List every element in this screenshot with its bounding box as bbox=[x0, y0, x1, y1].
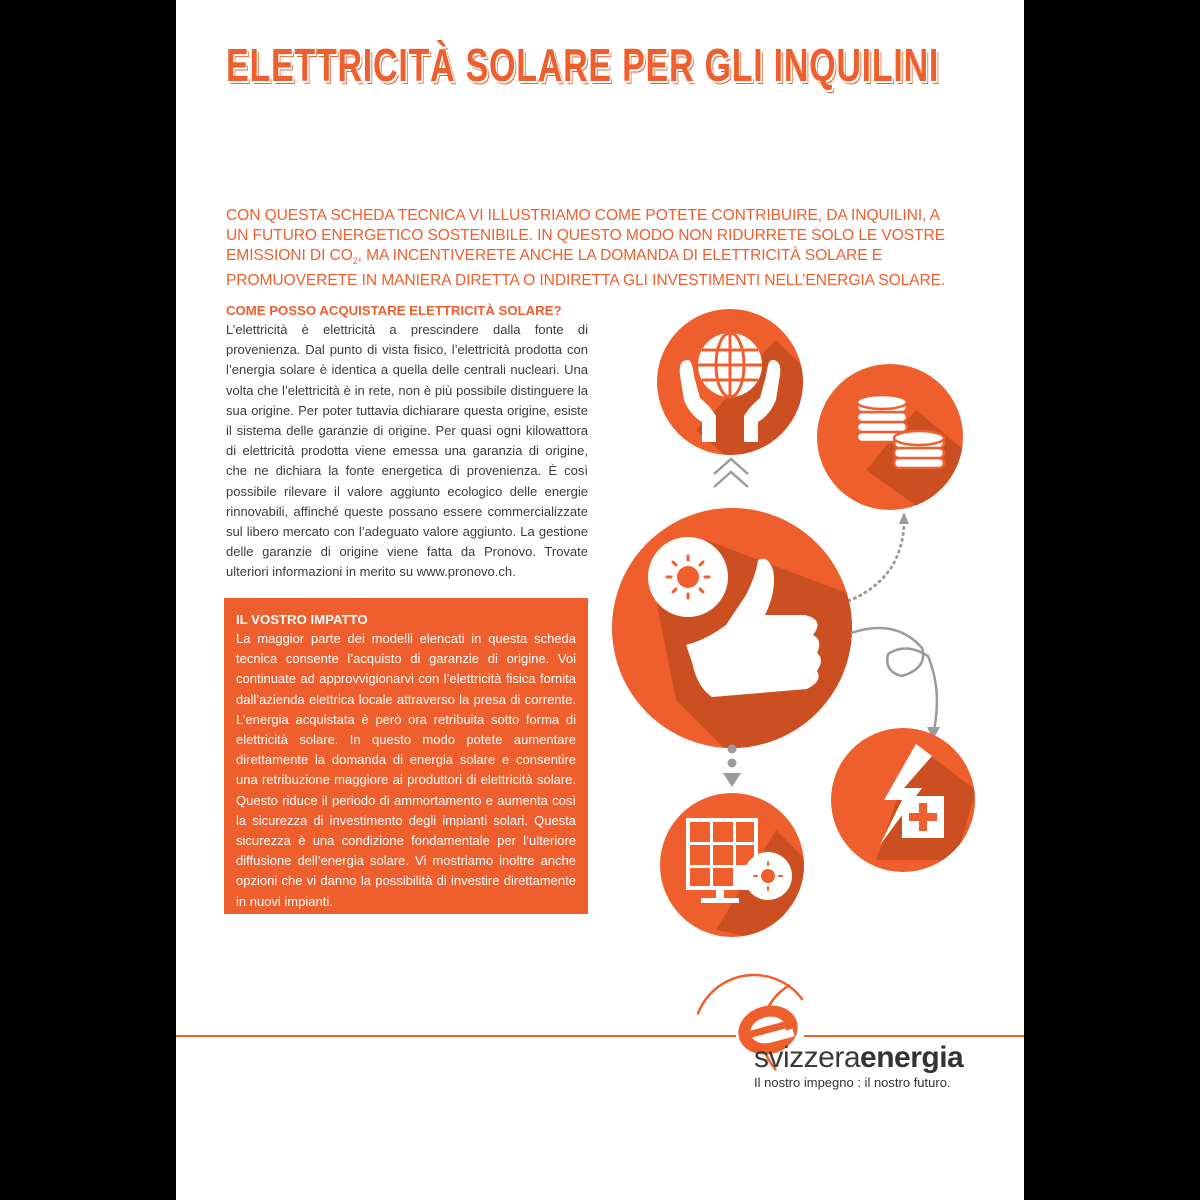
brand-name bbox=[754, 1041, 963, 1075]
looped-arrow-to-lightning bbox=[851, 628, 937, 730]
document-page bbox=[176, 0, 1024, 1200]
intro-text-part1: CON QUESTA SCHEDA TECNICA VI ILLUSTRIAMO COME POTETE CONTRIBUIRE, DA INQUILINI, A UN FUTURO ENERGETICO SOSTENIBILE. IN QUESTO MODO NON RIDURRETE SOLO LE VOSTRE EMISSIONI DI CO bbox=[226, 207, 945, 264]
solar-panel-icon bbox=[660, 793, 816, 940]
brand-light: svizzera bbox=[754, 1041, 861, 1074]
brand-tagline: Il nostro impegno : il nostro futuro. bbox=[754, 1075, 951, 1090]
solar-impact-diagram bbox=[176, 0, 1024, 1200]
impact-heading: IL VOSTRO IMPATTO bbox=[236, 612, 368, 627]
thumbs-up-sun-icon bbox=[612, 508, 866, 760]
coins-icon bbox=[817, 364, 976, 520]
dotted-arrow-to-solar-panel bbox=[723, 745, 741, 788]
brand-bold: energia bbox=[860, 1041, 964, 1074]
arrowhead-up-icon bbox=[899, 512, 909, 524]
impact-body: La maggior parte dei modelli elencati in questa scheda tecnica consente l’acquisto di garanzie di origine. Voi continuate ad approvvigionarvi con l’elettricità fisica fornita dall’azienda elettrica locale attraverso la presa di corrente. L’energia acquistata è però ora retribuita sotto forma di elettricità solare. In questo modo potete aumentare direttamente la domanda di energia solare e consentire una retribuzione maggiore ai produttori di elettricità solare. Questo riduce il periodo di ammortamento e aumenta così la sicurezza di investimento degli impianti solari. Questa sicurezza è una condizione fondamentale per l’ulteriore diffusione dell’energia solare. Vi mostriamo inoltre anche opzioni che vi danno la possibilità di investire direttamente in nuovi impianti. bbox=[236, 631, 576, 909]
page-title: ELETTRICITÀ SOLARE PER GLI INQUILINI bbox=[226, 39, 940, 91]
footer-divider-right bbox=[804, 1035, 1024, 1037]
purchase-body: L’elettricità è elettricità a prescindere dalla fonte di provenienza. Dal punto di vista fisico, l’elettricità prodotta con l’energia solare è identica a quella delle centrali nucleari. Una volta che l’elettricità è in rete, non è più possibile distinguere la sua origine. Per poter tuttavia dichiarare questa origine, esiste il sistema delle garanzie di origine. Per quasi ogni kilowattora di elettricità prodotta viene emessa una garanzia di origine, che ne dichiara la fonte energetica di provenienza. È così possibile rilevare il valore aggiunto ecologico delle energie rinnovabili, affinché queste possano essere commercializzate sul libero mercato con l’adeguato valore aggiunto. La gestione delle garanzie di origine viene fatta da Pronovo. Trovate ulteriori informazioni in merito su www.pronovo.ch. bbox=[226, 322, 588, 580]
intro-text-part2: , MA INCENTIVERETE ANCHE LA DOMANDA DI ELETTRICITÀ SOLARE E PROMUOVERETE IN MANIERA DIRETTA O INDIRETTA GLI INVESTIMENTI NELL’ENERGIA SOLARE. bbox=[226, 247, 946, 290]
footer-divider bbox=[176, 1035, 736, 1037]
purchase-heading: COME POSSO ACQUISTARE ELETTRICITÀ SOLARE? bbox=[226, 303, 562, 318]
lightning-plus-icon bbox=[831, 728, 976, 872]
co2-subscript: 2 bbox=[352, 256, 358, 267]
double-chevron-up-icon bbox=[714, 459, 748, 487]
